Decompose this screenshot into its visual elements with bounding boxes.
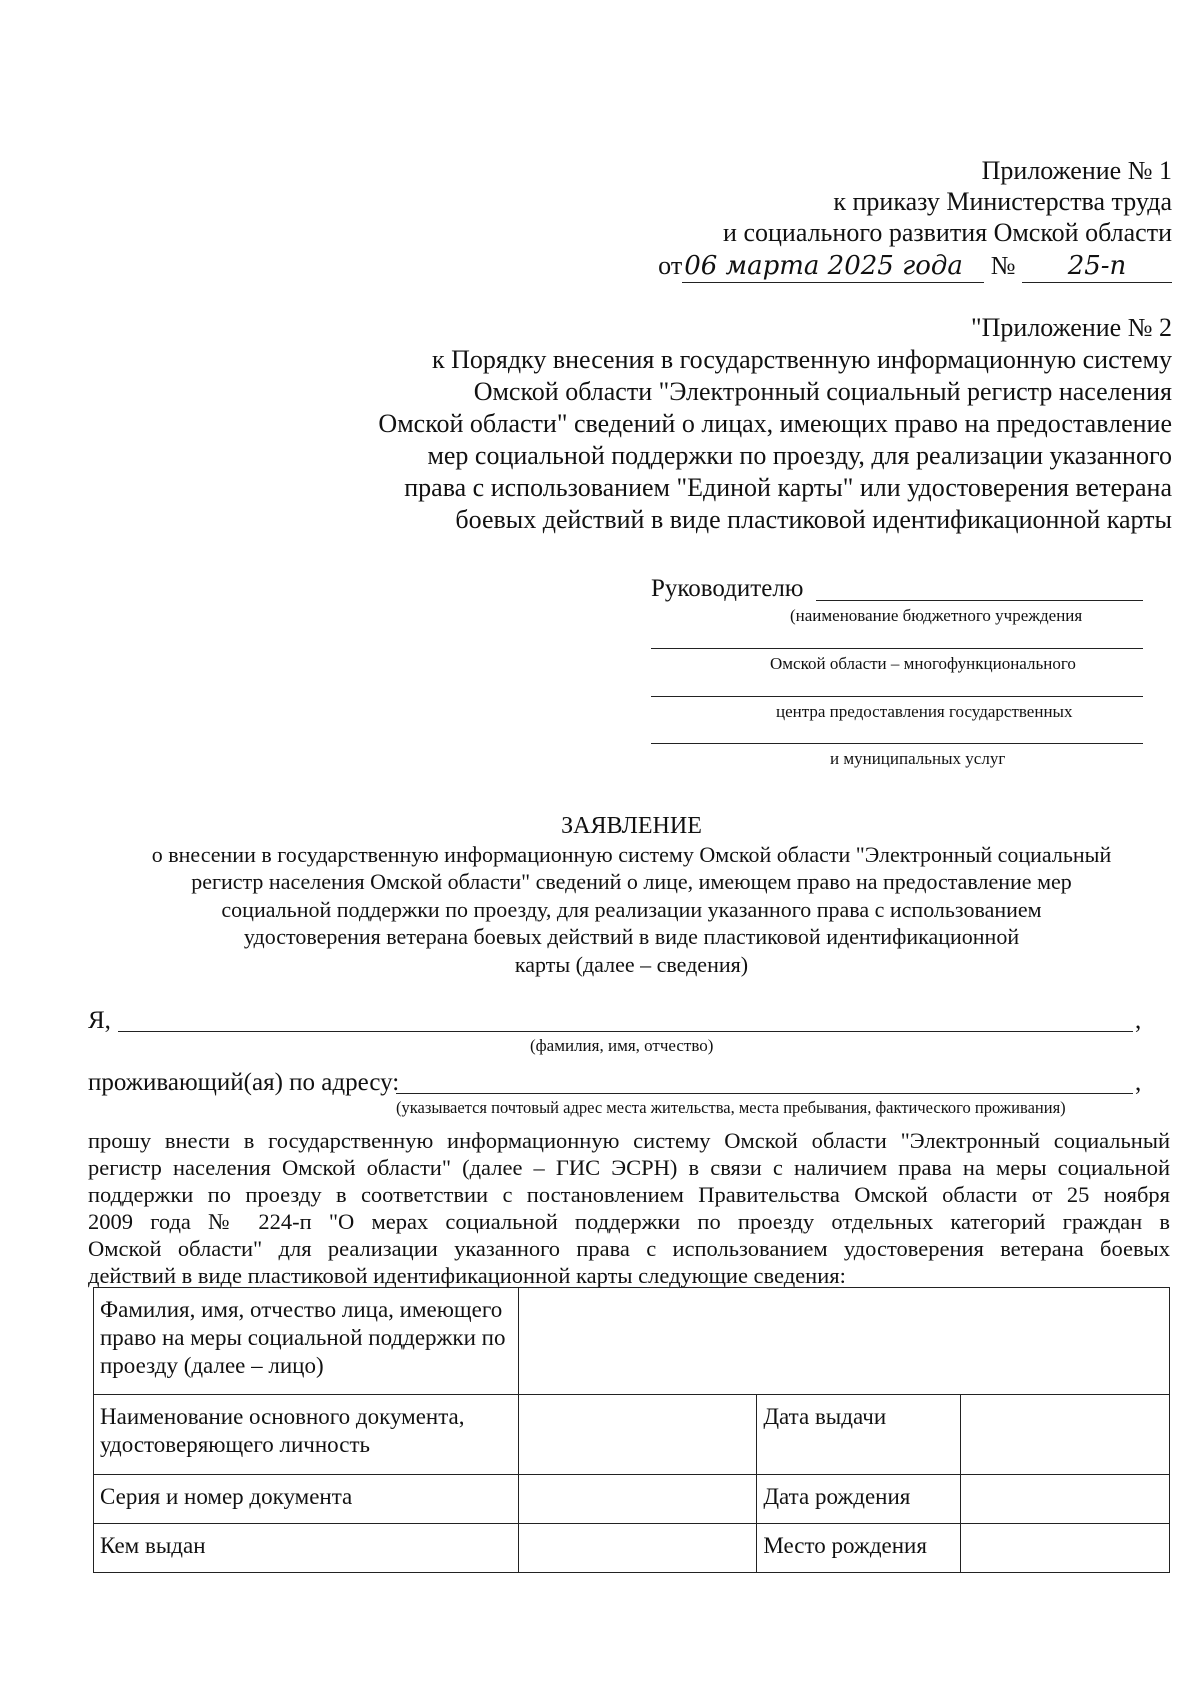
address-label: проживающий(ая) по адресу: bbox=[88, 1069, 400, 1096]
table-row bbox=[94, 1395, 1170, 1475]
birth-date-value-cell[interactable] bbox=[961, 1475, 1170, 1524]
addressee-hint-2: Омской области – многофункционального bbox=[770, 654, 1076, 673]
birth-place-value-cell[interactable] bbox=[961, 1524, 1170, 1573]
date-prefix: от bbox=[658, 251, 683, 280]
issued-by-value-cell[interactable] bbox=[518, 1524, 757, 1573]
statement-subtitle-line: карты (далее – сведения) bbox=[514, 951, 749, 977]
request-paragraph bbox=[88, 1127, 1170, 1289]
addressee-hint-1: (наименование бюджетного учреждения bbox=[790, 606, 1083, 625]
statement-subtitle-line: социальной поддержки по проезду, для реализации указанного права с использованием bbox=[221, 896, 1042, 922]
birth-place-label: Место рождения bbox=[763, 1533, 927, 1558]
issue-date-label: Дата выдачи bbox=[763, 1404, 887, 1429]
birth-date-label-cell bbox=[757, 1475, 961, 1524]
annex2-title: "Приложение № 2 bbox=[971, 313, 1172, 342]
table-row bbox=[94, 1524, 1170, 1573]
annex2-line: права с использованием "Единой карты" или удостоверения ветерана bbox=[404, 473, 1172, 502]
statement-block bbox=[93, 813, 1170, 978]
doc-number-value-cell[interactable] bbox=[518, 1475, 757, 1524]
addressee-label: Руководителю bbox=[651, 575, 804, 602]
fio-comma: , bbox=[1135, 1007, 1142, 1034]
doc-number-label: Серия и номер документа bbox=[100, 1484, 353, 1509]
statement-title: ЗАЯВЛЕНИЕ bbox=[561, 813, 702, 839]
request-line: 2009 года № 224-п "О мерах социальной поддержки по проезду отдельных категорий граждан в bbox=[88, 1209, 1170, 1234]
request-line: поддержки по проезду в соответствии с постановлением Правительства Омской области от 25 ноября bbox=[88, 1182, 1170, 1207]
issued-by-label-cell bbox=[94, 1524, 519, 1573]
annex1-title: Приложение № 1 bbox=[981, 156, 1172, 185]
issue-date-value-cell[interactable] bbox=[961, 1395, 1170, 1475]
person-fio-label-cell bbox=[94, 1288, 519, 1395]
statement-subtitle-line: удостоверения ветерана боевых действий в виде пластиковой идентификационной bbox=[243, 924, 1020, 949]
table-row bbox=[94, 1475, 1170, 1524]
doc-number-label-cell bbox=[94, 1475, 519, 1524]
addressee-line-2 bbox=[651, 648, 1143, 649]
number-sign: № bbox=[990, 251, 1016, 280]
person-fio-value-cell[interactable] bbox=[518, 1288, 1169, 1395]
date-handwritten: 06 марта 2025 года bbox=[682, 251, 984, 283]
addressee-line-1 bbox=[816, 600, 1143, 601]
doc-name-label: Наименование основного документа, удостоверяющего личность bbox=[100, 1404, 465, 1457]
addressee-line-4 bbox=[651, 743, 1143, 744]
annex1-order-line: к приказу Министерства труда bbox=[833, 187, 1172, 216]
annex1-header bbox=[472, 155, 1172, 283]
statement-subtitle-line: о внесении в государственную информационную систему Омской области "Электронный социальный bbox=[151, 841, 1112, 867]
annex1-date-line bbox=[472, 250, 1172, 283]
request-line: прошу внести в государственную информационную систему Омской области "Электронный социальный bbox=[88, 1128, 1170, 1153]
annex1-ministry-line: и социального развития Омской области bbox=[723, 218, 1172, 247]
number-handwritten: 25-п bbox=[1022, 251, 1172, 283]
issue-date-label-cell bbox=[757, 1395, 961, 1475]
annex2-line: к Порядку внесения в государственную информационную систему bbox=[431, 345, 1172, 374]
address-line[interactable] bbox=[396, 1093, 1133, 1094]
request-line: регистр населения Омской области" (далее – ГИС ЭСРН) в связи с наличием права на меры социальной bbox=[88, 1155, 1170, 1180]
doc-name-value-cell[interactable] bbox=[518, 1395, 757, 1475]
statement-subtitle-line: регистр населения Омской области" сведений о лице, имеющем право на предоставление мер bbox=[191, 869, 1072, 894]
annex2-line: Омской области "Электронный социальный регистр населения bbox=[473, 377, 1172, 406]
birth-place-label-cell bbox=[757, 1524, 961, 1573]
annex2-header bbox=[172, 312, 1172, 536]
addressee-hint-3: центра предоставления государственных bbox=[776, 702, 1073, 721]
request-line: действий в виде пластиковой идентификационной карты следующие сведения: bbox=[88, 1263, 846, 1288]
annex2-line: Омской области" сведений о лицах, имеющих право на предоставление bbox=[378, 409, 1172, 438]
i-label: Я, bbox=[88, 1007, 111, 1034]
birth-date-label: Дата рождения bbox=[763, 1484, 911, 1509]
addressee-hint-4: и муниципальных услуг bbox=[830, 749, 1006, 768]
addressee-line-3 bbox=[651, 696, 1143, 697]
address-hint: (указывается почтовый адрес места жительства, места пребывания, фактического проживания) bbox=[396, 1098, 1066, 1117]
address-comma: , bbox=[1135, 1069, 1142, 1096]
person-fio-label: Фамилия, имя, отчество лица, имеющего право на меры социальной поддержки по проезду (далее – лицо) bbox=[100, 1297, 506, 1378]
fio-hint: (фамилия, имя, отчество) bbox=[530, 1036, 714, 1055]
annex2-line: мер социальной поддержки по проезду, для реализации указанного bbox=[427, 441, 1172, 470]
fio-line[interactable] bbox=[118, 1031, 1133, 1032]
person-data-table bbox=[93, 1287, 1170, 1573]
request-line: Омской области" для реализации указанного права с использованием удостоверения ветерана боевых bbox=[88, 1236, 1170, 1261]
table-row bbox=[94, 1288, 1170, 1395]
annex2-line: боевых действий в виде пластиковой идентификационной карты bbox=[455, 505, 1172, 534]
issued-by-label: Кем выдан bbox=[100, 1533, 206, 1558]
doc-name-label-cell bbox=[94, 1395, 519, 1475]
